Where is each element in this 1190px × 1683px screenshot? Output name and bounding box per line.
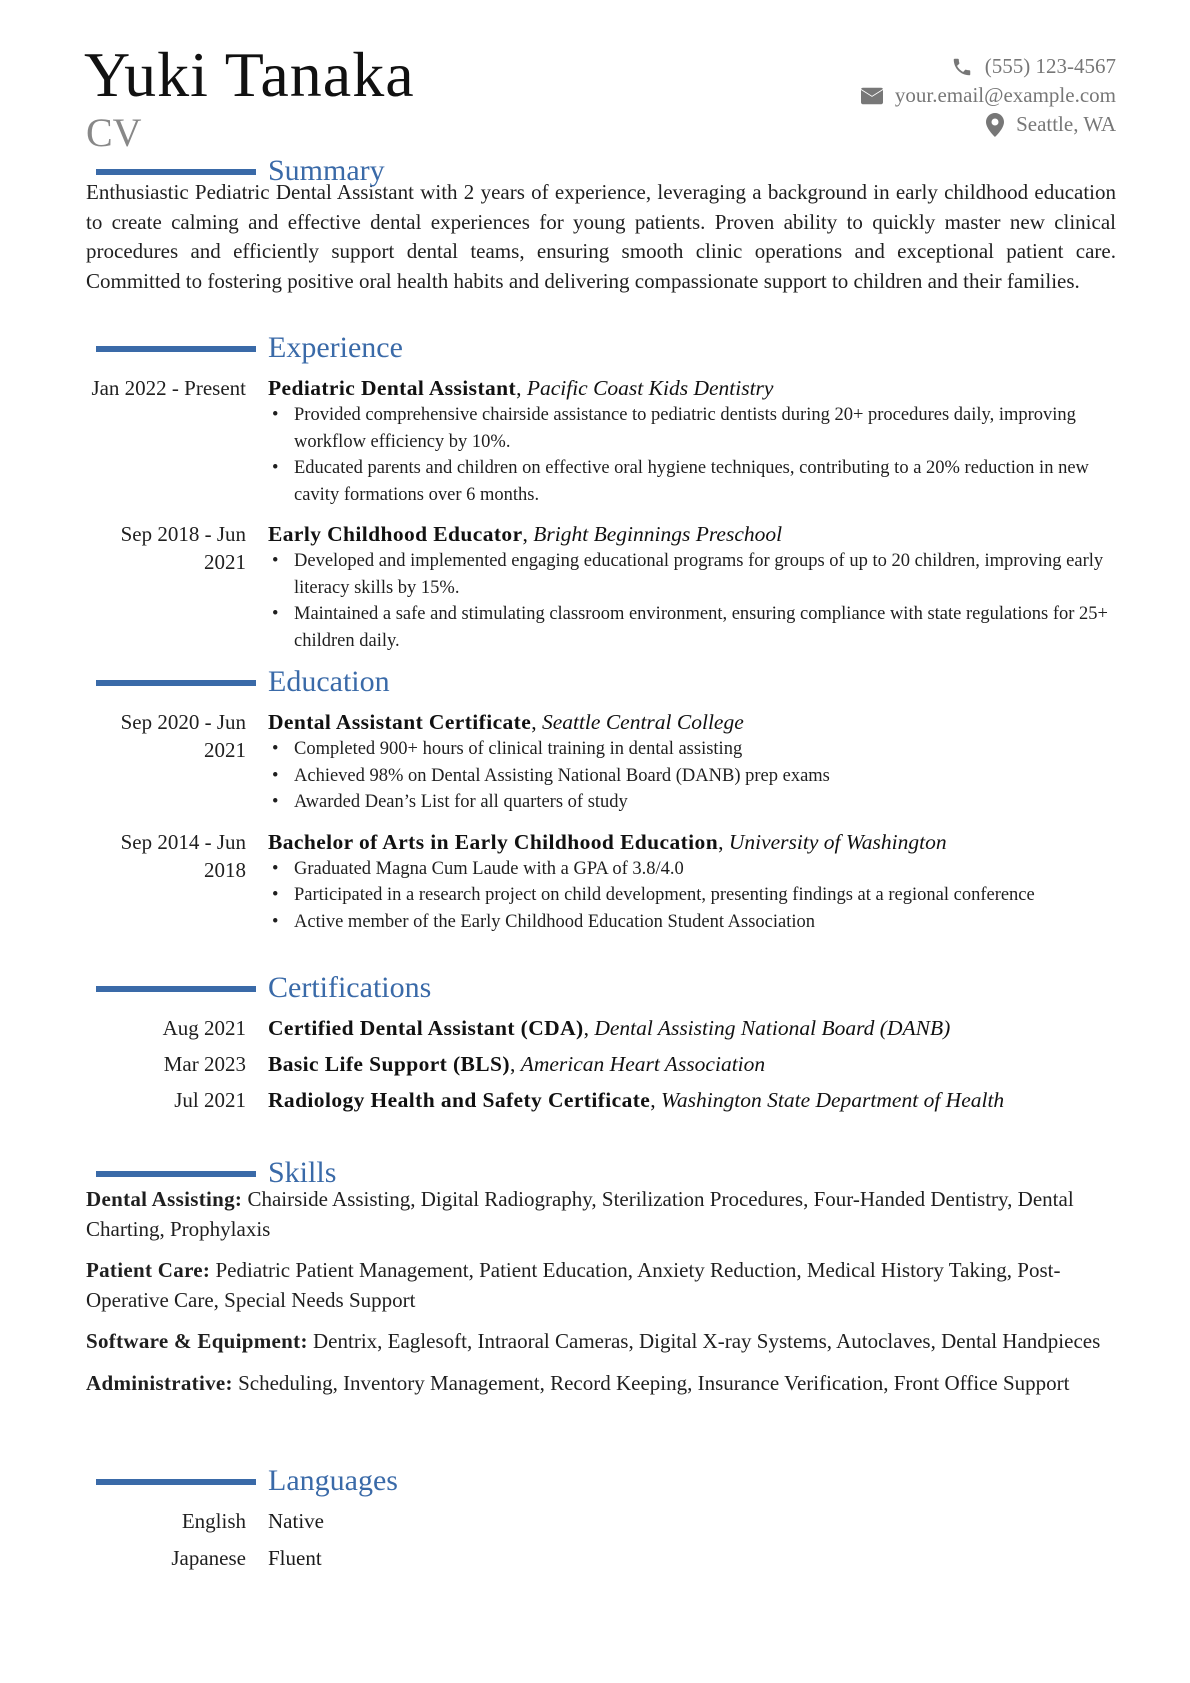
list-item: • Graduated Magna Cum Laude with a GPA of 3.8/4.0 (268, 856, 1116, 883)
candidate-name: Yuki Tanaka (84, 39, 415, 110)
skill-values: Pediatric Patient Management, Patient Education, Anxiety Reduction, Medical History Taking, Post-Operative Care, Special Needs Support (86, 1258, 1061, 1312)
entry-date: Sep 2020 - Jun 2021 (120, 710, 246, 762)
entry-organization: Washington State Department of Health (661, 1088, 1005, 1112)
section-header (86, 1155, 1116, 1193)
entry-bullets (268, 548, 1116, 654)
section-title: Experience (268, 331, 403, 364)
map-pin-icon (986, 113, 1004, 137)
entry-headline: Basic Life Support (BLS), American Heart Association (268, 1052, 766, 1076)
summary-section (86, 153, 1116, 296)
section-header (86, 1463, 1116, 1501)
entry-organization: Bright Beginnings Preschool (533, 522, 783, 546)
section-title: Languages (268, 1464, 398, 1497)
section-title: Skills (268, 1156, 337, 1189)
skill-values: Chairside Assisting, Digital Radiography, Sterilization Procedures, Four-Handed Dentistry, Dental Charting, Prophylaxis (86, 1187, 1074, 1241)
language-entry (86, 1544, 1116, 1573)
list-item: • Developed and implemented engaging educational programs for groups of up to 20 children, improving early literacy skills by 15%. (268, 548, 1116, 601)
language-name: English (181, 1509, 246, 1533)
entry-role: Pediatric Dental Assistant (268, 376, 517, 400)
summary-text: Enthusiastic Pediatric Dental Assistant with 2 years of experience, leveraging a background in early childhood education to create calming and effective dental experiences for young patients. Proven ability to quickly master new clinical procedures and efficiently support dental teams, ensuring smooth clinic operations and exceptional patient care. Committed to fostering positive oral health habits and delivering compassionate support to children and their families. (86, 180, 1116, 293)
skill-group (86, 1256, 1116, 1315)
entry-role: Dental Assistant Certificate (268, 710, 532, 734)
entry-role: Certified Dental Assistant (CDA) (268, 1016, 584, 1040)
section-header (86, 153, 1116, 191)
certification-entry (86, 1014, 1116, 1042)
education-entry (86, 828, 1116, 936)
entry-headline: Dental Assistant Certificate, Seattle Central College (268, 710, 744, 734)
entry-headline: Bachelor of Arts in Early Childhood Education, University of Washington (268, 829, 947, 854)
experience-section (86, 330, 1116, 662)
skill-label: Software & Equipment: (86, 1329, 308, 1353)
skill-group (86, 1369, 1116, 1399)
contact-email[interactable] (861, 81, 1116, 110)
entry-role: Bachelor of Arts in Early Childhood Education (268, 829, 719, 854)
language-entry (86, 1507, 1116, 1536)
entry-headline: Early Childhood Educator, Bright Beginnings Preschool (268, 522, 783, 546)
section-header (86, 664, 1116, 702)
education-section (86, 664, 1116, 943)
entry-date: Jan 2022 - Present (91, 376, 246, 400)
section-header (86, 970, 1116, 1008)
skill-group (86, 1185, 1116, 1244)
section-rule (96, 1171, 256, 1177)
entry-bullets (268, 402, 1116, 508)
certification-entry (86, 1086, 1116, 1114)
list-item: • Achieved 98% on Dental Assisting National Board (DANB) prep exams (268, 763, 1116, 790)
certification-entry (86, 1050, 1116, 1078)
contact-phone[interactable] (861, 52, 1116, 81)
entry-headline: Certified Dental Assistant (CDA), Dental Assisting National Board (DANB) (268, 1016, 951, 1040)
email-address: your.email@example.com (894, 83, 1116, 107)
skill-label: Dental Assisting: (86, 1187, 243, 1211)
language-level: Fluent (268, 1546, 322, 1570)
section-rule (96, 1479, 256, 1485)
skills-section (86, 1155, 1116, 1410)
list-item: • Awarded Dean’s List for all quarters of study (268, 789, 1116, 816)
languages-section (86, 1463, 1116, 1581)
entry-headline: Pediatric Dental Assistant, Pacific Coast Kids Dentistry (268, 376, 774, 400)
section-title: Education (268, 665, 390, 698)
entry-date: Sep 2014 - Jun 2018 (120, 829, 246, 882)
phone-number: (555) 123-4567 (984, 54, 1116, 78)
section-rule (96, 680, 256, 686)
entry-organization: Seattle Central College (541, 710, 744, 734)
experience-entry (86, 520, 1116, 654)
entry-date: Mar 2023 (163, 1052, 246, 1076)
list-item: • Educated parents and children on effective oral hygiene techniques, contributing to a 20% reduction in new cavity formations over 6 months. (268, 455, 1116, 508)
skill-values: Scheduling, Inventory Management, Record Keeping, Insurance Verification, Front Office Support (238, 1370, 1070, 1395)
list-item: • Completed 900+ hours of clinical training in dental assisting (268, 736, 1116, 763)
section-title: Summary (268, 154, 385, 187)
skill-values: Dentrix, Eaglesoft, Intraoral Cameras, Digital X-ray Systems, Autoclaves, Dental Handpieces (313, 1329, 1101, 1353)
list-item: • Maintained a safe and stimulating classroom environment, ensuring compliance with state regulations for 25+ children daily. (268, 601, 1116, 654)
section-rule (96, 346, 256, 352)
list-item: • Active member of the Early Childhood Education Student Association (268, 909, 1116, 936)
phone-icon (951, 56, 973, 78)
section-rule (96, 169, 256, 175)
certifications-section (86, 970, 1116, 1122)
entry-date: Jul 2021 (174, 1088, 246, 1112)
skill-label: Patient Care: (86, 1258, 211, 1282)
entry-organization: Dental Assisting National Board (DANB) (594, 1016, 951, 1040)
entry-role: Radiology Health and Safety Certificate (268, 1088, 651, 1112)
entry-bullets (268, 736, 1116, 816)
entry-role: Basic Life Support (BLS) (268, 1052, 510, 1076)
entry-organization: American Heart Association (520, 1052, 766, 1076)
list-item: • Participated in a research project on child development, presenting findings at a regional conference (268, 882, 1116, 909)
experience-entry (86, 374, 1116, 508)
contact-location (861, 110, 1116, 139)
section-header (86, 330, 1116, 368)
entry-organization: Pacific Coast Kids Dentistry (526, 376, 774, 400)
contact-block (861, 52, 1116, 139)
entry-headline: Radiology Health and Safety Certificate, Washington State Department of Health (268, 1088, 1005, 1112)
language-name: Japanese (171, 1546, 246, 1570)
education-entry (86, 708, 1116, 816)
entry-organization: University of Washington (728, 829, 947, 854)
location-text: Seattle, WA (1016, 112, 1116, 136)
skill-label: Administrative: (86, 1370, 233, 1395)
entry-date: Sep 2018 - Jun 2021 (120, 522, 246, 574)
entry-bullets (268, 856, 1116, 936)
entry-date: Aug 2021 (162, 1016, 246, 1040)
entry-role: Early Childhood Educator (268, 522, 523, 546)
language-level: Native (268, 1509, 324, 1533)
section-title: Certifications (268, 971, 432, 1004)
document-subtitle: CV (86, 110, 142, 155)
skill-group (86, 1327, 1116, 1357)
list-item: • Provided comprehensive chairside assistance to pediatric dentists during 20+ procedures daily, improving workflow efficiency by 10%. (268, 402, 1116, 455)
envelope-icon (861, 87, 883, 105)
section-rule (96, 986, 256, 992)
